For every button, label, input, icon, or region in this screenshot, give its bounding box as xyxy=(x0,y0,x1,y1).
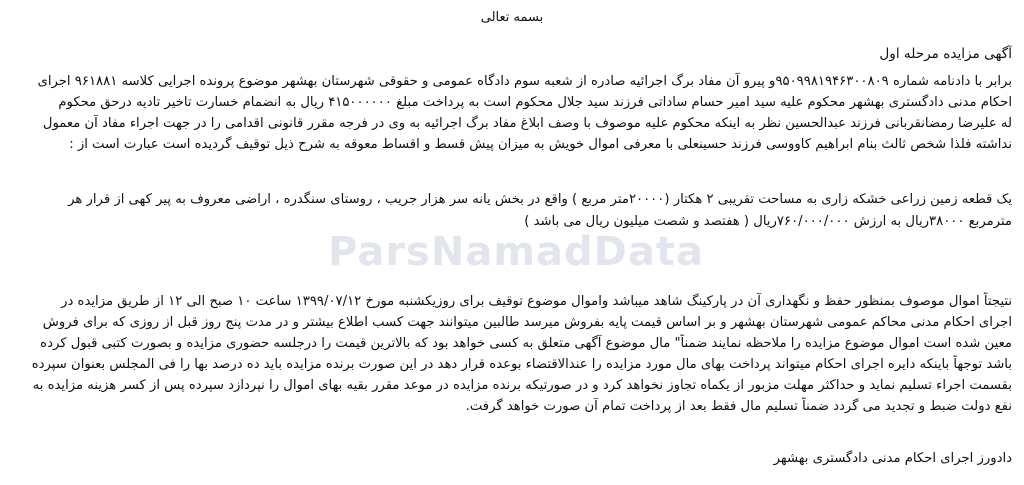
paragraph-2-line-1: یک قطعه زمین زراعی خشکه زاری به مساحت تقریبی ۲ هکتار (۲۰۰۰۰متر مربع ) واقع در بخش یانه سر هزار جریب ، روستای سنگدره ، اراضی معروف به پیر کهی از قرار هر xyxy=(68,192,1012,207)
paragraph-2-line-2: مترمربع ۳۸۰۰۰ریال به ارزش ۷۶۰/۰۰۰/۰۰۰ریال ( هفتصد و شصت میلیون ریال می باشد ) xyxy=(524,214,1012,229)
paragraph-1-line-2: احکام مدنی دادگستری بهشهر محکوم علیه سید امیر حسام ساداتی فرزند سید جلال محکوم است به پرداخت مبلغ ۴۱۵۰۰۰۰۰۰ ریال به انضمام خسارت تاخیر تادیه درحق محکوم xyxy=(58,95,1012,110)
paragraph-1-line-1: برابر با دادنامه شماره ۹۵۰۹۹۸۱۹۴۶۳۰۰۸۰۹و پیرو آن مفاد برگ اجرائیه صادره از شعبه سوم دادگاه عمومی و حقوقی شهرستان بهشهر موضوع پرونده اجرایی کلاسه ۹۶۱۸۸۱ اجرای xyxy=(37,74,1012,89)
paragraph-3-line-3: معین شده است اموال موضوع مزایده را ملاحظه نمایند ضمناً" مال موضوع آگهی متعلق به کسی خواهد بود که بالاترین قیمت را درجلسه حضوری مزایده و بصورت کتبی قبول کرده xyxy=(40,336,1012,351)
paragraph-3-line-4: باشد توجهاً باینکه دایره اجرای احکام میتواند پرداخت بهای مال مورد مزایده را عندالاقتضاء بوعده قرار دهد در این صورت برنده مزایده باید ده درصد بها را فی المجلس بعنوان سپرده xyxy=(31,357,1012,372)
watermark-text: ParsNamadData xyxy=(328,229,704,275)
paragraph-3-line-2: اجرای احکام مدنی محاکم عمومی شهرستان بهشهر و بر اساس قیمت پایه بفروش میرسد طالبین میتوانند جهت کسب اطلاع بیشتر و در مدت پنج روز قبل از روزی که برای فروش xyxy=(42,315,1012,330)
signature-line: دادورز اجرای احکام مدنی دادگستری بهشهر xyxy=(773,451,1012,466)
legal-notice-document xyxy=(12,0,1012,485)
paragraph-1-line-3: له علیرضا رمضانقربانی فرزند عبدالحسین نظر به اینکه محکوم علیه موصوف با وصف ابلاغ مفاد برگ اجرائیه به وی در فرجه مقرر قانونی اقدامی را در جهت اجراء مفاد آن معمول xyxy=(42,116,1012,131)
paragraph-3-line-5: بقسمت اجراء تسلیم نماید و حداکثر مهلت مزبور از یکماه تجاوز نخواهد کرد و در صورتیکه برنده مزایده در موعد مقرر بقیه بهای اموال را نپردازد سپرده پس از کسر هزینه مزایده به xyxy=(32,378,1012,393)
paragraph-3-line-6: نفع دولت ضبط و تجدید می گردد ضمناً تسلیم مال فقط بعد از پرداخت تمام آن صورت خواهد گرفت. xyxy=(465,399,1012,414)
document-heading: آگهی مزایده مرحله اول xyxy=(879,46,1012,62)
paragraph-3-line-1: نتیجتاً اموال موصوف بمنظور حفظ و نگهداری آن در پارکینگ شاهد میباشد واموال موضوع توقیف برای روزیکشنبه مورخ ۱۳۹۹/۰۷/۱۲ ساعت ۱۰ صبح الی ۱۲ از طریق مزایده در xyxy=(61,294,1012,309)
paragraph-1-line-4: نداشته فلذا شخص ثالث بنام ابراهیم کاووسی فرزند حسینعلی با معرفی اموال خویش به میزان پیش قسط و اقساط معوقه به شرح ذیل توقیف گردیده است عبارت است از : xyxy=(69,137,1012,152)
document-title: بسمه تعالی xyxy=(480,10,544,25)
